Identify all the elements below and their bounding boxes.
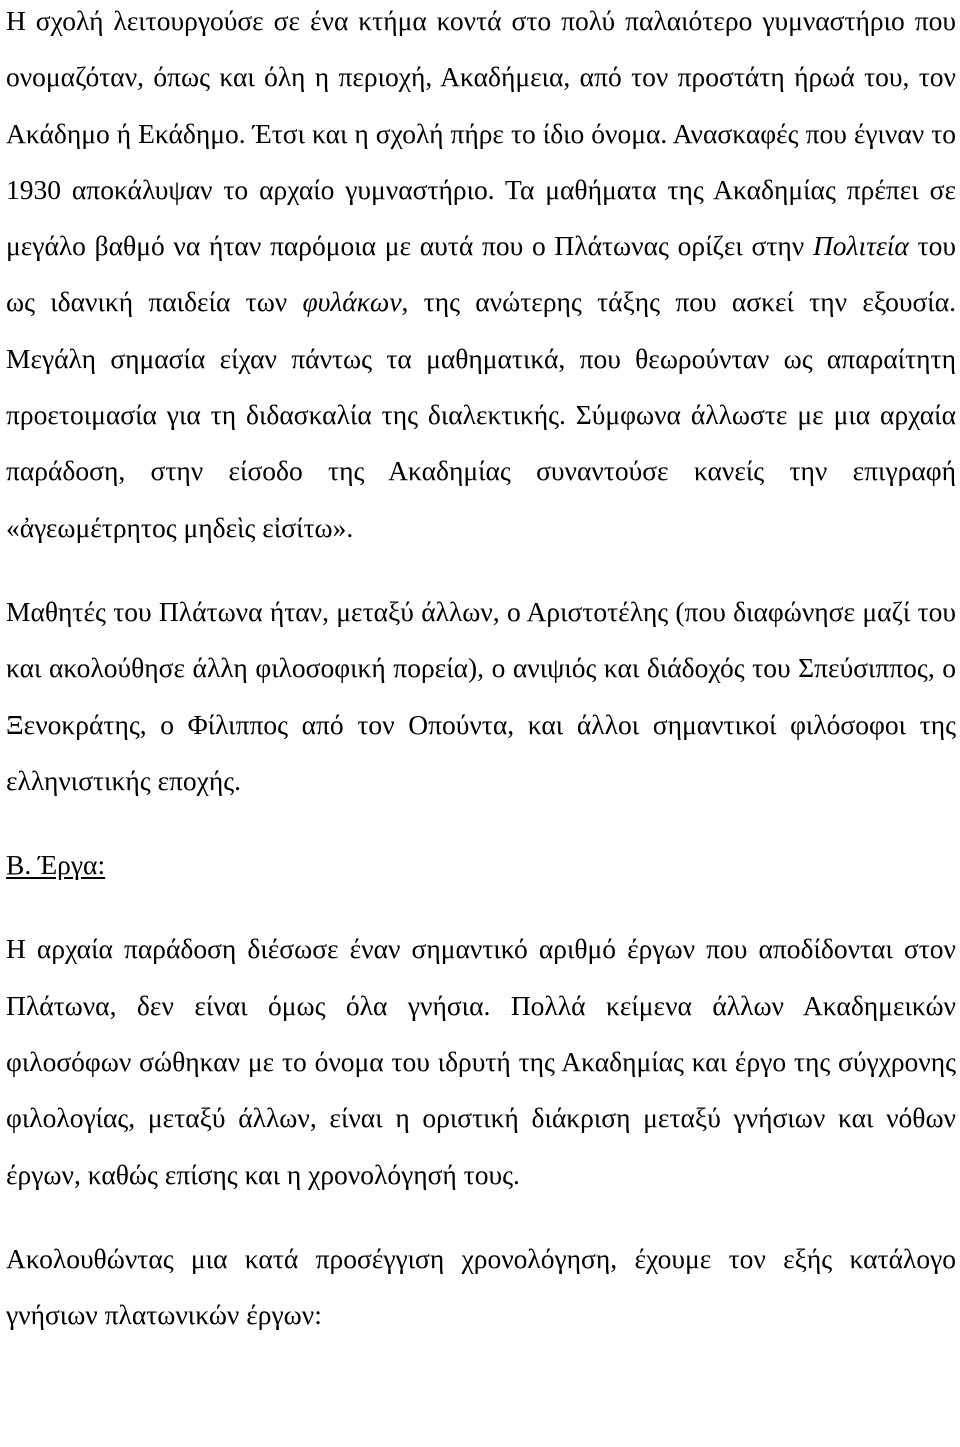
paragraph-academy-text-2: του ως ιδανική παιδεία των [6,230,956,318]
paragraph-chronology: Ακολουθώντας μια κατά προσέγγιση χρονολόγηση, έχουμε τον εξής κατάλογο γνήσιων πλατωνικών έργων: [6,1242,956,1331]
paragraph-academy-text-3: , της ανώτερης τάξης που ασκεί την εξουσία. Μεγάλη σημασία είχαν πάντως τα μαθηματικά, που θεωρούνταν ως απαραίτητη προετοιμασία για τη διδασκαλία της διαλεκτικής. Σύμφωνα άλλωστε με μια αρχαία παράδοση, στην είσοδο της Ακαδημίας συναντούσε κανείς την επιγραφή «ἀγεωμέτρητος μηδεὶς εἰσίτω». [6,286,956,543]
section-heading [6,837,956,893]
paragraph-students: Μαθητές του Πλάτωνα ήταν, μεταξύ άλλων, ο Αριστοτέλης (που διαφώνησε μαζί του και ακολούθησε άλλη φιλοσοφική πορεία), ο ανιψιός και διάδοχός του Σπεύσιππος, ο Ξενοκράτης, ο Φίλιππος από τον Οπούντα, και άλλοι σημαντικοί φιλόσοφοι της ελληνιστικής εποχής. [6,595,956,796]
italic-fylakon: φυλάκων [302,286,402,318]
paragraph-works: Η αρχαία παράδοση διέσωσε έναν σημαντικό αριθμό έργων που αποδίδονται στον Πλάτωνα, δεν είναι όμως όλα γνήσια. Πολλά κείμενα άλλων Ακαδημεικών φιλοσόφων σώθηκαν με το όνομα του ιδρυτή της Ακαδημίας και έργο της σύγχρονης φιλολογίας, μεταξύ άλλων, είναι η οριστική διάκριση μεταξύ γνήσιων και νόθων έργων, καθώς επίσης και η χρονολόγησή τους. [6,933,956,1190]
italic-politeia: Πολιτεία [812,230,909,262]
section-heading-text: Β. Έργα: [6,849,106,881]
paragraph-academy [6,0,956,556]
paragraph-academy-text-1: Η σχολή λειτουργούσε σε ένα κτήμα κοντά στο πολύ παλαιότερο γυμναστήριο που ονομαζόταν, όπως και όλη η περιοχή, Ακαδήμεια, από τον προστάτη ήρωά του, τον Ακάδημο ή Εκάδημο. Έτσι και η σχολή πήρε το ίδιο όνομα. Ανασκαφές που έγιναν το 1930 αποκάλυψαν το αρχαίο γυμναστήριο. Τα μαθήματα της Ακαδημίας πρέπει σε μεγάλο βαθμό να ήταν παρόμοια με αυτά που ο Πλάτωνας ορίζει στην [6,5,956,262]
